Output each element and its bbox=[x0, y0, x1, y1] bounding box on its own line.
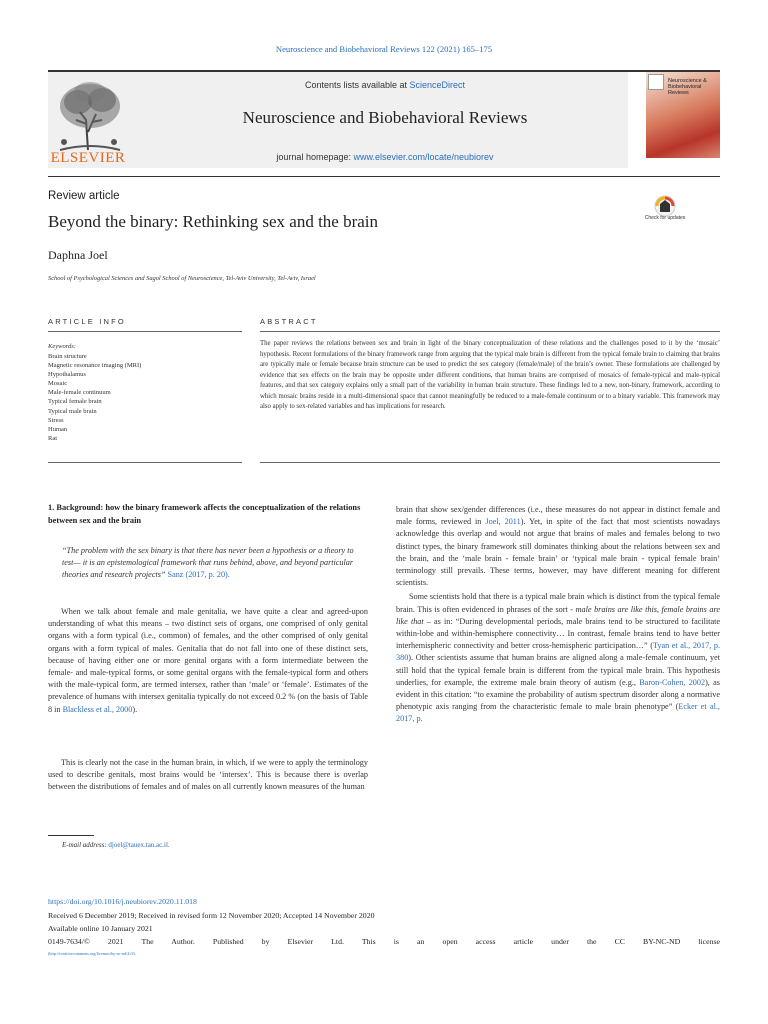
check-for-updates-label[interactable]: Check for updates bbox=[644, 215, 686, 221]
paragraph-text: – as in: “During developmental periods, male brains tend to be structured to facilitate within-lobe and within-hemisphere connectivity… In contrast, female brains tend to have better interhemispheric connectivity and better cross-hemispheric participation…” ( bbox=[396, 616, 720, 651]
journal-name: Neuroscience and Biobehavioral Reviews bbox=[242, 108, 528, 127]
citation-link[interactable]: Ecker et al., 2017, p. bbox=[396, 702, 720, 724]
body-paragraph bbox=[48, 757, 368, 794]
license-link[interactable]: (http://creativecommons.org/licenses/by-nc-nd/4.0/). bbox=[48, 951, 137, 956]
epigraph-quote bbox=[62, 545, 358, 582]
paragraph-text: ), as evident in this citation: “to examine the probability of autism spectrum disorder along a normative phenotypic axis ranging from the characteristic female to male brain phenotype” ( bbox=[396, 677, 720, 712]
cover-footer-bar bbox=[646, 158, 720, 168]
journal-homepage bbox=[130, 152, 640, 162]
received-dates: Received 6 December 2019; Received in revised form 12 November 2020; Accepted 14 November 2020 bbox=[48, 911, 375, 920]
citation-link[interactable]: Blackless et al., 2000 bbox=[62, 704, 133, 714]
sciencedirect-link[interactable]: ScienceDirect bbox=[409, 80, 466, 90]
paragraph-text: Some scientists hold that there is a typical male brain which is distinct from the typical female brain. This is often evidenced in phrases of the sort - bbox=[396, 592, 720, 614]
journal-cover-thumbnail[interactable] bbox=[646, 72, 720, 168]
keywords-label: Keywords: bbox=[48, 343, 76, 350]
body-paragraph bbox=[48, 606, 368, 716]
paragraph-text: When we talk about female and male genitalia, we have quite a clear and agreed-upon understanding of what this means – two distinct sets of organs, one comprised of only genital organs with a form typical (i.e., common) of females, and the other comprised of only genital organs with a form typical of males. Genitalia that do not fall into one of these distinct sets, because of having either one or more genital organs with a form intermediate between the female- and male-typical forms, or some genital organs with the female-typical form and others with the male-typical form, are termed intersex, rather than ‘male’ or ‘female’. Estimates of the prevalence of humans with intersex genitalia typically do not exceed 0.2 % (on the basis of Table 8 in bbox=[48, 607, 368, 714]
journal-citation-link[interactable]: Neuroscience and Biobehavioral Reviews 122 (2021) 165–175 bbox=[275, 44, 493, 54]
quote-text: “The problem with the sex binary is that there has never been a hypothesis or a theory to test— it is an epistemological framework that runs behind, above, and beyond particular theories and research projects” bbox=[62, 546, 354, 580]
keywords-list bbox=[48, 352, 238, 443]
article-info-heading: ARTICLE INFO bbox=[48, 317, 126, 326]
paragraph-text: ). Other scientists assume that human brains are aligned along a male-female continuum, yet still hold that the typical female brain is different from the typical male brain. This hypothesis underlies, for example, the extreme male brain theory of autism (e.g., bbox=[396, 653, 720, 687]
contents-available bbox=[130, 80, 640, 90]
elsevier-wordmark: ELSEVIER bbox=[50, 150, 126, 166]
copyright-line: 0149-7634/© 2021 The Author. Published by Elsevier Ltd. This is an open access article under the CC BY-NC-ND license bbox=[48, 937, 720, 946]
keywords-bottom-rule bbox=[48, 462, 242, 463]
abstract-heading: ABSTRACT bbox=[260, 317, 318, 326]
cover-title: Neuroscience & Biobehavioral Reviews bbox=[668, 78, 707, 96]
author-affiliation: School of Psychological Sciences and Sagol School of Neuroscience, Tel-Aviv University, Tel-Aviv, Israel bbox=[48, 275, 316, 282]
keyword: Magnetic resonance imaging (MRI) bbox=[48, 362, 142, 370]
keyword: Male-female continuum bbox=[48, 389, 111, 397]
citation-link[interactable]: Joel, 2011 bbox=[485, 517, 521, 527]
homepage-prefix: journal homepage: bbox=[276, 152, 354, 162]
email-label: E-mail address: bbox=[62, 841, 107, 849]
paragraph-text: This is clearly not the case in the human brain, in which, if we were to apply the terminology used to describe genitals, most brains would be ‘intersex’. This is because there is overlap between the distributions of females and of males on all currently known measures of the human bbox=[48, 758, 368, 792]
contents-prefix: Contents lists available at bbox=[304, 80, 410, 90]
section-heading: 1. Background: how the binary framework affects the conceptualization of the relations between sex and the brain bbox=[48, 503, 361, 525]
article-info-rule bbox=[48, 331, 242, 332]
author-name[interactable]: Daphna Joel bbox=[48, 248, 108, 262]
keyword: Human bbox=[48, 425, 68, 433]
keyword: Mosaic bbox=[48, 380, 68, 388]
header-bottom-rule bbox=[48, 176, 720, 177]
article-type: Review article bbox=[48, 190, 120, 202]
cover-emblem bbox=[648, 74, 664, 90]
paragraph-text: brain that show sex/gender differences (i.e., these measures do not appear in distinct female and male forms, reviewed in bbox=[396, 505, 720, 527]
article-title: Beyond the binary: Rethinking sex and the brain bbox=[48, 212, 379, 231]
keyword: Rat bbox=[48, 434, 58, 442]
footnote-rule bbox=[48, 835, 94, 836]
email-link[interactable]: djoel@tauex.tau.ac.il. bbox=[108, 841, 170, 849]
available-online: Available online 10 January 2021 bbox=[48, 924, 153, 933]
keyword: Hypothalamus bbox=[48, 371, 86, 379]
abstract-rule bbox=[260, 331, 720, 332]
right-column bbox=[396, 504, 720, 726]
quote-citation-link[interactable]: Sanz (2017, p. 20). bbox=[167, 570, 230, 580]
citation-link[interactable]: Tyan et al., 2017, p. 380 bbox=[396, 641, 720, 663]
author-email-footnote bbox=[62, 841, 170, 849]
header-top-rule bbox=[48, 70, 720, 72]
keyword: Stress bbox=[48, 416, 64, 424]
homepage-link[interactable]: www.elsevier.com/locate/neubiorev bbox=[353, 152, 494, 162]
abstract-text: The paper reviews the relations between sex and brain in light of the binary conceptualization of these relations and the challenges posed to it by the ‘mosaic’ hypothesis. Recent formulations of the binary framework range from arguing that the typical male brain is different from the typical female brain to claiming that brains are typically male or female because brain structure can be used to predict the sex category (female/male) of the brain’s owner. These formulations are challenged by evidence that sex effects on the brain may be opposite under different conditions, that human brains are comprised of mosaics of female-typical and male-typical features, and that sex category explains only a small part of the variability in human brain structure. These findings led to a new, non-binary, framework, according to which mosaic brains reside in a multi-dimensional space that cannot meaningfully be reduced to a male-female continuum or to a binary variable. This framework may also apply to sex-related variables and has implications for research. bbox=[260, 340, 720, 410]
abstract-bottom-rule bbox=[260, 462, 720, 463]
check-for-updates-icon[interactable] bbox=[648, 194, 682, 232]
italic-phrase: male brains are like this, female brains are like that bbox=[396, 604, 720, 626]
keyword: Brain structure bbox=[48, 353, 87, 360]
doi-link[interactable]: https://doi.org/10.1016/j.neubiorev.2020.11.018 bbox=[48, 897, 197, 906]
paragraph-text: ). Yet, in spite of the fact that most scientists nowadays acknowledge this overlap and would not argue that brains of males and females belong to two distinct types, the binary framework still dominates thinking about the relations between sex and the brain, and the ‘male brain - female brain’ or ‘typical male brain - typical female brain’ terminology still prevails. These terms, however, may have different meaning for different scientists. bbox=[396, 517, 720, 588]
paragraph-text: ). bbox=[132, 704, 138, 714]
keyword: Typical male brain bbox=[48, 407, 97, 415]
citation-link[interactable]: Baron-Cohen, 2002 bbox=[639, 677, 706, 687]
keyword: Typical female brain bbox=[48, 398, 102, 406]
